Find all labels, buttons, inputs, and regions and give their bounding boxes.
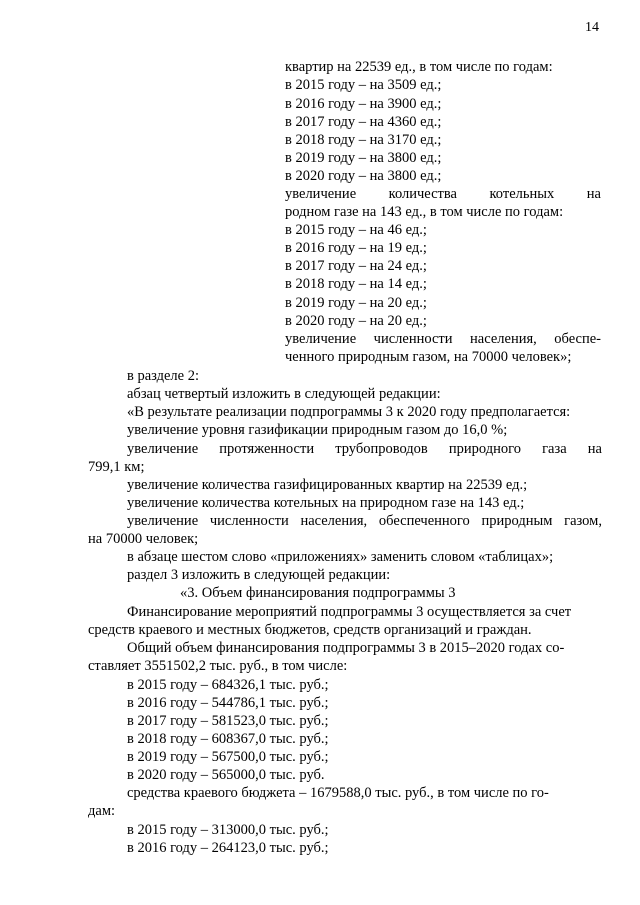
text-line: в 2018 году – на 3170 ед.; — [285, 132, 442, 148]
text-line: в 2018 году – на 14 ед.; — [285, 276, 427, 292]
text-line: в 2019 году – на 3800 ед.; — [285, 150, 442, 166]
word: протяженности — [219, 441, 315, 457]
text-line: родном газе на 143 ед., в том числе по годам: — [285, 204, 564, 220]
text-line: в 2017 году – 581523,0 тыс. руб.; — [127, 713, 329, 729]
word: увеличение — [285, 331, 357, 347]
word: природным — [481, 513, 553, 529]
text-line-justified — [285, 185, 601, 203]
text-line: средства краевого бюджета – 1679588,0 тыс. руб., в том числе по го- — [127, 785, 549, 801]
text-line: в 2015 году – 684326,1 тыс. руб.; — [127, 677, 329, 693]
word: численности — [209, 513, 289, 529]
page-number: 14 — [585, 20, 599, 35]
text-line-justified — [127, 512, 602, 530]
word: обеспеченного — [378, 513, 470, 529]
text-line: средств краевого и местных бюджетов, средств организаций и граждан. — [88, 622, 532, 638]
text-line: Финансирование мероприятий подпрограммы 3 осуществляется за счет — [127, 604, 572, 620]
text-line: ставляет 3551502,2 тыс. руб., в том числе: — [88, 658, 348, 674]
text-line: раздел 3 изложить в следующей редакции: — [127, 567, 391, 583]
text-line: на 70000 человек; — [88, 531, 199, 547]
text-line: в 2016 году – на 3900 ед.; — [285, 96, 442, 112]
word: увеличение — [285, 186, 357, 202]
word: природного — [448, 441, 521, 457]
text-line: в 2018 году – 608367,0 тыс. руб.; — [127, 731, 329, 747]
text-line-justified — [127, 440, 602, 458]
text-line: увеличение уровня газификации природным газом до 16,0 %; — [127, 422, 508, 438]
text-line: в 2016 году – 544786,1 тыс. руб.; — [127, 695, 329, 711]
text-line: абзац четвертый изложить в следующей редакции: — [127, 386, 441, 402]
text-line: в 2017 году – на 24 ед.; — [285, 258, 427, 274]
text-line: в разделе 2: — [127, 368, 200, 384]
word: на — [586, 186, 601, 202]
word: котельных — [489, 186, 555, 202]
word: увеличение — [127, 441, 199, 457]
text-line: в 2016 году – на 19 ед.; — [285, 240, 427, 256]
text-line: квартир на 22539 ед., в том числе по годам: — [285, 59, 553, 75]
text-line: в абзаце шестом слово «приложениях» заменить словом «таблицах»; — [127, 549, 554, 565]
word: численности — [373, 331, 453, 347]
text-line: ченного природным газом, на 70000 человек»; — [285, 349, 572, 365]
word: населения, — [470, 331, 537, 347]
text-line: в 2020 году – 565000,0 тыс. руб. — [127, 767, 325, 783]
text-line: Общий объем финансирования подпрограммы 3 в 2015–2020 годах со- — [127, 640, 565, 656]
text-line: увеличение количества котельных на природном газе на 143 ед.; — [127, 495, 525, 511]
text-line: увеличение количества газифицированных квартир на 22539 ед.; — [127, 477, 528, 493]
word: газа — [542, 441, 567, 457]
text-line: в 2015 году – 313000,0 тыс. руб.; — [127, 822, 329, 838]
text-line: дам: — [88, 803, 116, 819]
text-line: в 2015 году – на 46 ед.; — [285, 222, 427, 238]
word: газом, — [564, 513, 602, 529]
text-line: в 2017 году – на 4360 ед.; — [285, 114, 442, 130]
text-line-justified — [285, 330, 601, 348]
text-line: «В результате реализации подпрограммы 3 к 2020 году предполагается: — [127, 404, 571, 420]
word: увеличение — [127, 513, 199, 529]
text-line: в 2019 году – 567500,0 тыс. руб.; — [127, 749, 329, 765]
word: на — [587, 441, 602, 457]
section-heading: «3. Объем финансирования подпрограммы 3 — [180, 585, 456, 601]
text-line: в 2020 году – на 3800 ед.; — [285, 168, 442, 184]
text-line: в 2019 году – на 20 ед.; — [285, 295, 427, 311]
word: населения, — [300, 513, 368, 529]
word: обеспе- — [554, 331, 601, 347]
text-line: в 2016 году – 264123,0 тыс. руб.; — [127, 840, 329, 856]
word: трубопроводов — [335, 441, 428, 457]
word: количества — [388, 186, 457, 202]
text-line: в 2020 году – на 20 ед.; — [285, 313, 427, 329]
text-line: в 2015 году – на 3509 ед.; — [285, 77, 442, 93]
text-line: 799,1 км; — [88, 459, 145, 475]
